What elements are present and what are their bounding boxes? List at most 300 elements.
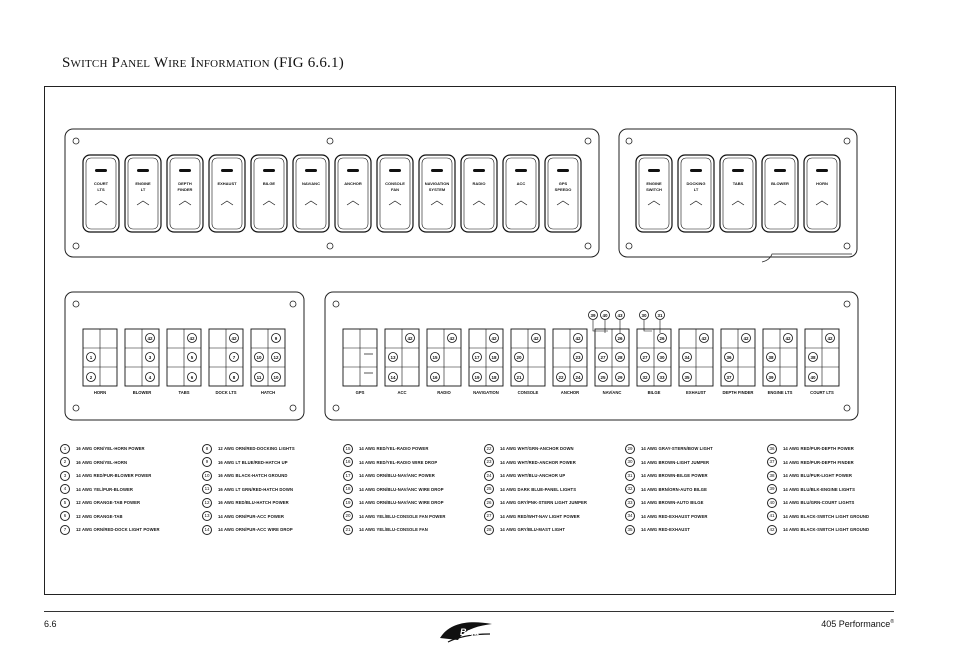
legend-row: [343, 483, 478, 497]
terminal-number: 35: [684, 374, 690, 380]
terminal-number: 40: [810, 374, 816, 380]
terminal-number: 6: [190, 374, 194, 380]
legend-row: [60, 523, 195, 537]
terminal-block: [209, 329, 243, 395]
terminal-number: 30: [641, 312, 647, 318]
wire-number-badge: 26: [484, 498, 494, 508]
baja-logo: [436, 616, 496, 646]
indicator-led: [95, 169, 107, 172]
wire-number-badge: 32: [625, 484, 635, 494]
rocker-switch: [636, 155, 672, 232]
wire-description: 14 AWG RED-EXHAUST: [641, 527, 690, 533]
wire-description: 16 AWG ORN/YEL-HORN POWER: [76, 446, 145, 452]
switch-label: SYSTEM: [428, 187, 446, 192]
rocker-switch: [335, 155, 371, 232]
screw-hole: [844, 243, 850, 249]
block-label: DOCK LTS: [215, 390, 237, 395]
wire-number-badge: 29: [625, 444, 635, 454]
switch-body: [335, 155, 371, 232]
block-label: ENGINE LTS: [767, 390, 793, 395]
legend-column: [60, 442, 195, 537]
terminal-number: 17: [474, 354, 480, 360]
terminal-number: 24: [575, 374, 581, 380]
legend-row: [484, 496, 619, 510]
screw-hole: [327, 243, 333, 249]
terminal-number: 42: [407, 335, 413, 341]
wire-description: 16 AWG LT BLUE/RED-HATCH UP: [218, 459, 288, 465]
terminal-number: 28: [617, 354, 623, 360]
wire-number-badge: 9: [202, 457, 212, 467]
terminal-number: 16: [432, 374, 438, 380]
indicator-led: [431, 169, 443, 172]
terminal-number: 31: [657, 312, 663, 318]
legend-row: [60, 483, 195, 497]
rocker-switch: [125, 155, 161, 232]
indicator-led: [557, 169, 569, 172]
wire-description: 14 AWG ORN/PUR-ACC POWER: [218, 513, 284, 519]
wire-description: 14 AWG BROWN-LIGHT JUMPER: [641, 459, 710, 465]
wire-description: 14 AWG YEL/BLU-CONSOLE FAN: [359, 527, 428, 533]
rocker-switch: [720, 155, 756, 232]
terminal-number: 20: [516, 354, 522, 360]
terminal-block: [721, 329, 755, 395]
wire-description: 12 AWG ORN/RED-DOCKING LIGHTS: [218, 446, 295, 452]
wire-number-badge: 38: [767, 471, 777, 481]
switch-body: [209, 155, 245, 232]
wire-description: 14 AWG BLACK-SWITCH LIGHT GROUND: [783, 527, 870, 533]
switch-label: COURT: [93, 181, 109, 186]
wire-number-badge: 11: [202, 484, 212, 494]
switch-body: [125, 155, 161, 232]
wire-description: 14 AWG BLACK-SWITCH LIGHT GROUND: [783, 513, 870, 519]
legend-row: [625, 523, 760, 537]
terminal-number: 40: [602, 312, 608, 318]
indicator-led: [648, 169, 660, 172]
wire-description: 14 AWG BLU/PUR-LIGHT POWER: [783, 473, 852, 479]
wire-description: 14 AWG RED/WHT-NAV LIGHT POWER: [500, 513, 580, 519]
switch-label: RADIO: [472, 181, 486, 186]
switch-label: HORN: [816, 181, 828, 186]
wire-number-badge: 13: [202, 511, 212, 521]
legend-row: [202, 469, 337, 483]
wire-number-badge: 41: [767, 511, 777, 521]
wire-number-badge: 37: [767, 457, 777, 467]
switch-label: ACC: [516, 181, 526, 186]
legend-row: [484, 510, 619, 524]
legend-row: [625, 469, 760, 483]
wire-number-badge: 16: [343, 457, 353, 467]
switch-label: LTS: [97, 187, 105, 192]
wire-number-badge: 3: [60, 471, 70, 481]
screw-hole: [73, 138, 79, 144]
legend-row: [202, 510, 337, 524]
legend-row: [625, 510, 760, 524]
legend-column: [343, 442, 478, 537]
screw-hole: [73, 405, 79, 411]
terminal-number: 26: [617, 335, 623, 341]
rocker-switch: [293, 155, 329, 232]
switch-label: LT: [140, 187, 146, 192]
wire-description: 14 AWG BLU/GRN-COURT LIGHTS: [783, 500, 855, 506]
block-label: CONSOLE: [517, 390, 539, 395]
terminal-block: [679, 329, 713, 395]
wire-number-badge: 8: [202, 444, 212, 454]
wire-description: 14 AWG BRN/ORN-AUTO BILGE: [641, 486, 708, 492]
wire-description: 14 AWG ORN/PUR-ACC WIRE DROP: [218, 527, 293, 533]
screw-hole: [844, 138, 850, 144]
switch-label: NAVIGATION: [424, 181, 450, 186]
block-label: HORN: [93, 390, 107, 395]
switch-label: EXHAUST: [217, 181, 237, 186]
wire-description: 16 AWG LT GRN/RED-HATCH DOWN: [218, 486, 294, 492]
rocker-switch: [678, 155, 714, 232]
legend-row: [767, 469, 902, 483]
block-label: HATCH: [260, 390, 276, 395]
terminal-number: 42: [491, 335, 497, 341]
legend-row: [60, 442, 195, 456]
legend-row: [60, 469, 195, 483]
wire-description: 14 AWG RED/YEL-RADIO WIRE DROP: [359, 459, 438, 465]
indicator-led: [732, 169, 744, 172]
wire-description: 14 AWG ORN/BLU-NAV/ANC WIRE DROP: [359, 486, 444, 492]
terminal-number: 10: [256, 354, 262, 360]
wire-description: 12 AWG ORANGE-TAB: [76, 513, 123, 519]
logo-lettering: Baja: [460, 627, 480, 637]
block-label: ACC: [397, 390, 407, 395]
terminal-number: 19: [474, 374, 480, 380]
terminal-number: 8: [232, 374, 236, 380]
terminal-number: 14: [390, 374, 396, 380]
terminal-number: 18: [491, 374, 497, 380]
legend-row: [202, 483, 337, 497]
wire-number-badge: 18: [343, 484, 353, 494]
legend-row: [343, 456, 478, 470]
legend-row: [484, 483, 619, 497]
legend-row: [202, 442, 337, 456]
switch-body: [83, 155, 119, 232]
rocker-switch: [209, 155, 245, 232]
wire-number-badge: 30: [625, 457, 635, 467]
terminal-number: 36: [726, 354, 732, 360]
terminal-number: 42: [827, 335, 833, 341]
wire-number-badge: 15: [343, 444, 353, 454]
terminal-number: 42: [189, 335, 195, 341]
terminal-block: [553, 329, 587, 395]
block-label: RADIO: [437, 390, 451, 395]
switch-label: CONSOLE: [385, 181, 405, 186]
block-label: EXHAUST: [685, 390, 707, 395]
terminal-number: 27: [642, 354, 648, 360]
rocker-switch: [251, 155, 287, 232]
indicator-led: [816, 169, 828, 172]
terminal-block: [83, 329, 117, 395]
terminal-block: [595, 329, 629, 395]
switch-label: ANCHOR: [344, 181, 362, 186]
legend-row: [202, 523, 337, 537]
rocker-switch: [461, 155, 497, 232]
wire-number-badge: 1: [60, 444, 70, 454]
legend-row: [625, 456, 760, 470]
terminal-number: 7: [232, 354, 236, 360]
legend-row: [202, 456, 337, 470]
screw-hole: [73, 301, 79, 307]
block-label: NAVIGATION: [473, 390, 499, 395]
switch-label: GPS: [558, 181, 568, 186]
switch-label: DEPTH: [178, 181, 192, 186]
screw-hole: [585, 138, 591, 144]
rocker-switch: [545, 155, 581, 232]
wire-description: 14 AWG GRY/BLU-MAST LIGHT: [500, 527, 566, 533]
terminal-number: 13: [390, 354, 396, 360]
indicator-led: [515, 169, 527, 172]
switch-body: [251, 155, 287, 232]
legend-row: [767, 456, 902, 470]
legend-row: [60, 496, 195, 510]
terminal-block: [763, 329, 797, 395]
indicator-led: [263, 169, 275, 172]
legend-row: [625, 442, 760, 456]
wire-legend: [60, 442, 880, 542]
wire-number-badge: 24: [484, 471, 494, 481]
wire-description: 14 AWG RED/YEL-RADIO POWER: [359, 446, 429, 452]
wire-number-badge: 19: [343, 498, 353, 508]
wire-description: 16 AWG RED/BLU-HATCH POWER: [218, 500, 289, 506]
wire-number-badge: 20: [343, 511, 353, 521]
legend-row: [484, 442, 619, 456]
terminal-number: 21: [516, 374, 522, 380]
switch-label: BILGE: [262, 181, 276, 186]
wire-number-badge: 2: [60, 457, 70, 467]
terminal-block: [385, 329, 419, 395]
terminal-number: 34: [684, 354, 690, 360]
terminal-block: [343, 329, 377, 395]
switch-body: [636, 155, 672, 232]
wire-description: 14 AWG RED-EXHAUST POWER: [641, 513, 708, 519]
wire-number-badge: 25: [484, 484, 494, 494]
switch-body: [167, 155, 203, 232]
wire-description: 14 AWG ORN/BLU-NAV/ANC POWER: [359, 473, 435, 479]
product-name: [821, 619, 894, 629]
screw-hole: [73, 243, 79, 249]
indicator-led: [347, 169, 359, 172]
wire-number-badge: 39: [767, 484, 777, 494]
switch-body: [720, 155, 756, 232]
wire-description: 14 AWG RED/PUR-DEPTH POWER: [783, 446, 854, 452]
block-label: COURT LTS: [810, 390, 834, 395]
block-label: GPS: [355, 390, 365, 395]
wire-description: 14 AWG GRY/PNK-STERN LIGHT JUMPER: [500, 500, 587, 506]
terminal-number: 22: [558, 374, 564, 380]
wire-number-badge: 35: [625, 525, 635, 535]
wire-description: 12 AWG ORANGE-TAB POWER: [76, 500, 141, 506]
wire-description: 14 AWG WHT/BLU-ANCHOR UP: [500, 473, 566, 479]
registered-mark: ®: [890, 619, 894, 625]
wire-number-badge: 10: [202, 471, 212, 481]
screw-hole: [327, 138, 333, 144]
block-label: TABS: [178, 390, 190, 395]
wire-number-badge: 40: [767, 498, 777, 508]
block-label: DEPTH FINDER: [722, 390, 754, 395]
indicator-led: [179, 169, 191, 172]
wire-number-badge: 36: [767, 444, 777, 454]
wire-description: 14 AWG ORN/BLU-NAV/ANC WIRE DROP: [359, 500, 444, 506]
rocker-switch: [804, 155, 840, 232]
wire-number-badge: 42: [767, 525, 777, 535]
legend-row: [343, 469, 478, 483]
screw-hole: [585, 243, 591, 249]
terminal-block: [167, 329, 201, 395]
block-label: ANCHOR: [560, 390, 580, 395]
indicator-led: [137, 169, 149, 172]
switch-body: [678, 155, 714, 232]
terminal-number: 32: [642, 374, 648, 380]
legend-row: [767, 496, 902, 510]
legend-row: [343, 496, 478, 510]
switch-label: LT: [693, 187, 699, 192]
switch-label: ENGINE: [135, 181, 151, 186]
terminal-number: 5: [190, 354, 194, 360]
legend-column: [202, 442, 337, 537]
switch-body: [293, 155, 329, 232]
rocker-switch: [762, 155, 798, 232]
switch-body: [419, 155, 455, 232]
terminal-number: 42: [701, 335, 707, 341]
legend-row: [202, 496, 337, 510]
terminal-number: 38: [768, 354, 774, 360]
wire-number-badge: 5: [60, 498, 70, 508]
rocker-switch: [419, 155, 455, 232]
wire-number-badge: 21: [343, 525, 353, 535]
terminal-number: 42: [231, 335, 237, 341]
indicator-led: [473, 169, 485, 172]
indicator-led: [389, 169, 401, 172]
terminal-block: [637, 329, 671, 395]
wire-number-badge: 27: [484, 511, 494, 521]
terminal-number: 26: [659, 335, 665, 341]
wire-description: 14 AWG GRAY-STERN/BOW LIGHT: [641, 446, 713, 452]
terminal-number: 42: [575, 335, 581, 341]
legend-row: [625, 483, 760, 497]
screw-hole: [626, 243, 632, 249]
wire-number-badge: 34: [625, 511, 635, 521]
legend-row: [767, 510, 902, 524]
terminal-block: [805, 329, 839, 395]
legend-column: [767, 442, 902, 537]
legend-row: [767, 483, 902, 497]
wire-number-badge: 22: [484, 444, 494, 454]
terminal-number: 11: [256, 374, 262, 380]
wire-description: 14 AWG WHT/GRN-ANCHOR DOWN: [500, 446, 574, 452]
wire-number-badge: 12: [202, 498, 212, 508]
switch-label: TABS: [732, 181, 744, 186]
legend-column: [625, 442, 760, 537]
wire-description: 14 AWG DARK BLUE-PANEL LIGHTS: [500, 486, 577, 492]
terminal-number: 39: [590, 312, 596, 318]
indicator-led: [690, 169, 702, 172]
wire-number-badge: 23: [484, 457, 494, 467]
switch-label: BLOWER: [771, 181, 789, 186]
wire-description: 16 AWG ORN/YEL-HORN: [76, 459, 128, 465]
legend-row: [625, 496, 760, 510]
rocker-switch: [503, 155, 539, 232]
terminal-number: 1: [89, 354, 93, 360]
block-label: NAV/ANC: [602, 390, 622, 395]
screw-hole: [333, 405, 339, 411]
screw-hole: [844, 405, 850, 411]
terminal-number: 12: [273, 354, 279, 360]
switch-body: [804, 155, 840, 232]
block-label: BILGE: [647, 390, 661, 395]
terminal-number: 2: [89, 374, 93, 380]
rocker-switch: [167, 155, 203, 232]
footer-rule: [44, 611, 894, 612]
screw-hole: [290, 405, 296, 411]
terminal-number: 30: [659, 354, 665, 360]
wire-number-badge: 17: [343, 471, 353, 481]
screw-hole: [333, 301, 339, 307]
terminal-number: 37: [726, 374, 732, 380]
wire-description: 14 AWG BROWN-BILGE POWER: [641, 473, 708, 479]
terminal-number: 3: [148, 354, 152, 360]
switch-label: ENGINE: [646, 181, 662, 186]
terminal-number: 42: [533, 335, 539, 341]
product-label: 405 Performance: [821, 619, 891, 629]
switch-label: FAN: [391, 187, 399, 192]
wire-description: 14 AWG RED/PUR-BLOWER POWER: [76, 473, 152, 479]
screw-hole: [844, 301, 850, 307]
legend-row: [60, 510, 195, 524]
jumper-lines: [593, 320, 660, 333]
indicator-led: [305, 169, 317, 172]
switch-body: [461, 155, 497, 232]
wire-description: 16 AWG BLACK-HATCH GROUND: [218, 473, 288, 479]
terminal-block: [125, 329, 159, 395]
wire-description: 14 AWG WHT/RED-ANCHOR POWER: [500, 459, 576, 465]
terminal-block: [469, 329, 503, 395]
switch-label: SWITCH: [646, 187, 662, 192]
wire-number-badge: 7: [60, 525, 70, 535]
legend-row: [343, 442, 478, 456]
terminal-number: 42: [147, 335, 153, 341]
page-number: 6.6: [44, 619, 57, 629]
wire-number-badge: 28: [484, 525, 494, 535]
wire-number-badge: 33: [625, 498, 635, 508]
switch-body: [377, 155, 413, 232]
switch-label: NAV/ANC: [302, 181, 320, 186]
terminal-block: [251, 329, 285, 395]
wire-number-badge: 31: [625, 471, 635, 481]
wire-number-badge: 6: [60, 511, 70, 521]
legend-row: [767, 523, 902, 537]
switch-body: [762, 155, 798, 232]
wire-description: 12 AWG ORN/RED-DOCK LIGHT POWER: [76, 527, 160, 533]
rocker-switch: [83, 155, 119, 232]
terminal-number: 33: [659, 374, 665, 380]
block-label: BLOWER: [132, 390, 152, 395]
terminal-number: 9: [274, 335, 278, 341]
terminal-number: 4: [148, 374, 152, 380]
wire-description: 14 AWG BROWN-AUTO BILGE: [641, 500, 704, 506]
legend-row: [343, 510, 478, 524]
wire-number-badge: 14: [202, 525, 212, 535]
page-title: Switch Panel Wire Information (FIG 6.6.1): [62, 55, 344, 71]
legend-row: [60, 456, 195, 470]
legend-row: [484, 456, 619, 470]
switch-label: FINDER: [177, 187, 193, 192]
wire-description: 14 AWG BLU/BLK-ENGINE LIGHTS: [783, 486, 855, 492]
terminal-number: 29: [617, 374, 623, 380]
indicator-led: [774, 169, 786, 172]
